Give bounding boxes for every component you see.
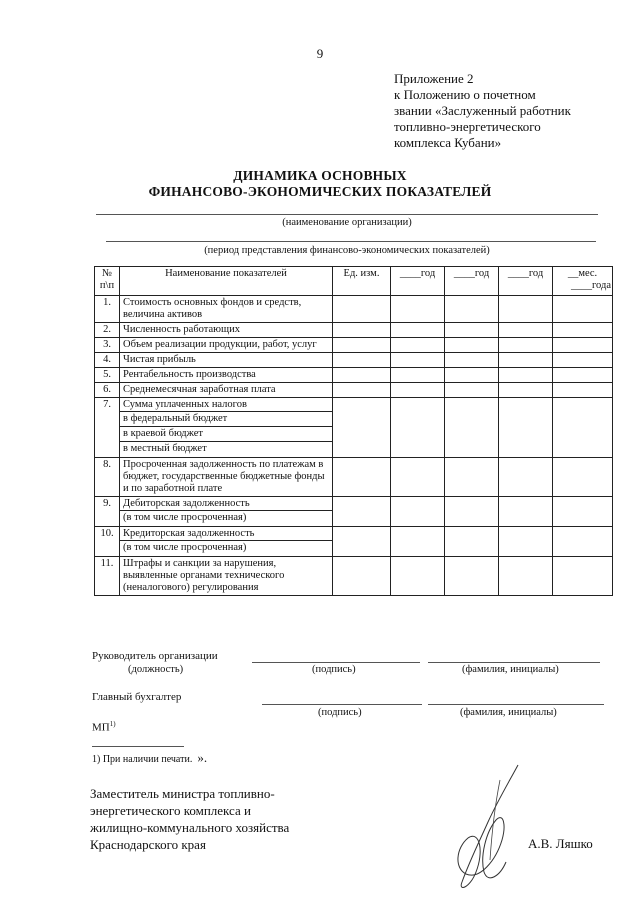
- cell-unit[interactable]: [333, 383, 391, 398]
- stamp-label: МП$^{1)}$: [92, 720, 116, 734]
- cell-value[interactable]: [391, 557, 445, 596]
- cell-value[interactable]: [499, 527, 553, 557]
- cell-value[interactable]: [391, 458, 445, 497]
- cell-value[interactable]: [391, 296, 445, 323]
- cell-value[interactable]: [553, 458, 613, 497]
- cell-value[interactable]: [391, 323, 445, 338]
- table-row: [95, 458, 613, 497]
- header-year: ____год: [499, 267, 553, 296]
- row-label: Сумма уплаченных налогов в федеральный бюджет в краевой бюджет в местный бюджет: [120, 398, 333, 458]
- accountant-name-line: [428, 704, 604, 705]
- accountant-label: Главный бухгалтер: [92, 691, 182, 703]
- page-number: 9: [316, 46, 324, 61]
- annex-line: к Положению о почетном: [394, 87, 536, 102]
- row-label: Просроченная задолженность по платежам в бюджет, государственные бюджетные фонды и по заработной плате: [120, 458, 333, 497]
- annex-line: комплекса Кубани»: [394, 135, 502, 150]
- cell-value[interactable]: [391, 527, 445, 557]
- cell-value[interactable]: [391, 497, 445, 527]
- cell-unit[interactable]: [333, 353, 391, 368]
- cell-value[interactable]: [499, 353, 553, 368]
- table-row: [95, 497, 613, 527]
- official-line: жилищно-коммунального хозяйства: [90, 820, 290, 835]
- table-row: [95, 527, 613, 557]
- row-label: Кредиторская задолженность (в том числе просроченная): [120, 527, 333, 557]
- cell-value[interactable]: [445, 296, 499, 323]
- annex-block: [394, 71, 634, 151]
- header-unit: Ед. изм.: [333, 267, 391, 296]
- cell-value[interactable]: [499, 296, 553, 323]
- row-number: 1.: [95, 296, 120, 323]
- cell-value[interactable]: [499, 338, 553, 353]
- cell-value[interactable]: [499, 398, 553, 458]
- cell-value[interactable]: [445, 398, 499, 458]
- head-sign-line: [252, 662, 420, 663]
- cell-value[interactable]: [391, 368, 445, 383]
- row-label: Чистая прибыль: [120, 353, 333, 368]
- table-row: [95, 353, 613, 368]
- cell-value[interactable]: [553, 398, 613, 458]
- table-row: [95, 383, 613, 398]
- cell-value[interactable]: [445, 497, 499, 527]
- cell-unit[interactable]: [333, 368, 391, 383]
- name-caption: (фамилия, инициалы): [460, 707, 557, 718]
- row-label: Дебиторская задолженность (в том числе просроченная): [120, 497, 333, 527]
- name-caption: (фамилия, инициалы): [462, 664, 559, 675]
- cell-value[interactable]: [445, 458, 499, 497]
- cell-unit[interactable]: [333, 497, 391, 527]
- table-row: [95, 323, 613, 338]
- cell-value[interactable]: [553, 497, 613, 527]
- cell-value[interactable]: [499, 368, 553, 383]
- row-number: 10.: [95, 527, 120, 557]
- row-number: 6.: [95, 383, 120, 398]
- annex-line: звании «Заслуженный работник: [394, 103, 571, 118]
- accountant-sign-line: [262, 704, 422, 705]
- cell-value[interactable]: [445, 338, 499, 353]
- cell-value[interactable]: [499, 497, 553, 527]
- table-row: [95, 296, 613, 323]
- cell-value[interactable]: [445, 527, 499, 557]
- cell-value[interactable]: [391, 353, 445, 368]
- table-row: [95, 368, 613, 383]
- row-label: Численность работающих: [120, 323, 333, 338]
- annex-line: топливно-энергетического: [394, 119, 541, 134]
- document-title: [0, 168, 640, 200]
- cell-unit[interactable]: [333, 296, 391, 323]
- official-name: А.В. Ляшко: [528, 836, 593, 851]
- cell-value[interactable]: [553, 338, 613, 353]
- table-header-row: [95, 267, 613, 296]
- footnote: 1) При наличии печати. ».: [92, 750, 208, 765]
- cell-unit[interactable]: [333, 458, 391, 497]
- cell-value[interactable]: [445, 323, 499, 338]
- cell-unit[interactable]: [333, 557, 391, 596]
- head-label: Руководитель организации: [92, 650, 218, 662]
- header-year: ____год: [391, 267, 445, 296]
- period-caption: (период представления финансово-экономических показателей): [204, 245, 490, 256]
- row-label: Среднемесячная заработная плата: [120, 383, 333, 398]
- cell-value[interactable]: [445, 353, 499, 368]
- cell-value[interactable]: [391, 398, 445, 458]
- table-row: [95, 398, 613, 458]
- official-line: Заместитель министра топливно-: [90, 786, 275, 801]
- header-year: ____год: [445, 267, 499, 296]
- row-number: 9.: [95, 497, 120, 527]
- org-name-caption: (наименование организации): [282, 217, 412, 228]
- cell-value[interactable]: [391, 338, 445, 353]
- title-line: ФИНАНСОВО-ЭКОНОМИЧЕСКИХ ПОКАЗАТЕЛЕЙ: [148, 184, 492, 199]
- cell-unit[interactable]: [333, 398, 391, 458]
- handwritten-signature-icon: [440, 760, 540, 900]
- row-label: Штрафы и санкции за нарушения, выявленные органами технического (неналогового) регулирования: [120, 557, 333, 596]
- cell-value[interactable]: [499, 383, 553, 398]
- sign-caption: (подпись): [318, 707, 362, 718]
- cell-value[interactable]: [499, 458, 553, 497]
- row-number: 3.: [95, 338, 120, 353]
- sign-caption: (подпись): [312, 664, 356, 675]
- row-label: Стоимость основных фондов и средств, величина активов: [120, 296, 333, 323]
- header-num: № п\п: [95, 267, 120, 296]
- annex-line: Приложение 2: [394, 71, 474, 86]
- org-name-line: [96, 214, 598, 215]
- indicators-table: [94, 266, 613, 596]
- row-number: 2.: [95, 323, 120, 338]
- cell-unit[interactable]: [333, 323, 391, 338]
- row-number: 7.: [95, 398, 120, 458]
- cell-value[interactable]: [553, 368, 613, 383]
- row-number: 11.: [95, 557, 120, 596]
- cell-value[interactable]: [553, 323, 613, 338]
- table-row: [95, 557, 613, 596]
- position-caption: (должность): [128, 664, 184, 675]
- row-label: Рентабельность производства: [120, 368, 333, 383]
- cell-value[interactable]: [445, 368, 499, 383]
- header-months: __мес. ____года: [553, 267, 613, 296]
- footnote-separator: [92, 746, 184, 747]
- cell-unit[interactable]: [333, 338, 391, 353]
- title-line: ДИНАМИКА ОСНОВНЫХ: [233, 168, 407, 183]
- header-name: Наименование показателей: [120, 267, 333, 296]
- cell-value[interactable]: [553, 527, 613, 557]
- cell-value[interactable]: [499, 557, 553, 596]
- cell-value[interactable]: [553, 296, 613, 323]
- row-number: 4.: [95, 353, 120, 368]
- row-number: 8.: [95, 458, 120, 497]
- cell-value[interactable]: [553, 353, 613, 368]
- cell-value[interactable]: [445, 557, 499, 596]
- table-row: [95, 338, 613, 353]
- official-block: [90, 785, 289, 853]
- cell-value[interactable]: [445, 383, 499, 398]
- cell-value[interactable]: [553, 557, 613, 596]
- row-number: 5.: [95, 368, 120, 383]
- official-line: энергетического комплекса и: [90, 803, 251, 818]
- head-name-line: [428, 662, 600, 663]
- row-label: Объем реализации продукции, работ, услуг: [120, 338, 333, 353]
- cell-value[interactable]: [553, 383, 613, 398]
- period-line: [106, 241, 596, 242]
- cell-value[interactable]: [499, 323, 553, 338]
- cell-value[interactable]: [391, 383, 445, 398]
- cell-unit[interactable]: [333, 527, 391, 557]
- official-line: Краснодарского края: [90, 837, 206, 852]
